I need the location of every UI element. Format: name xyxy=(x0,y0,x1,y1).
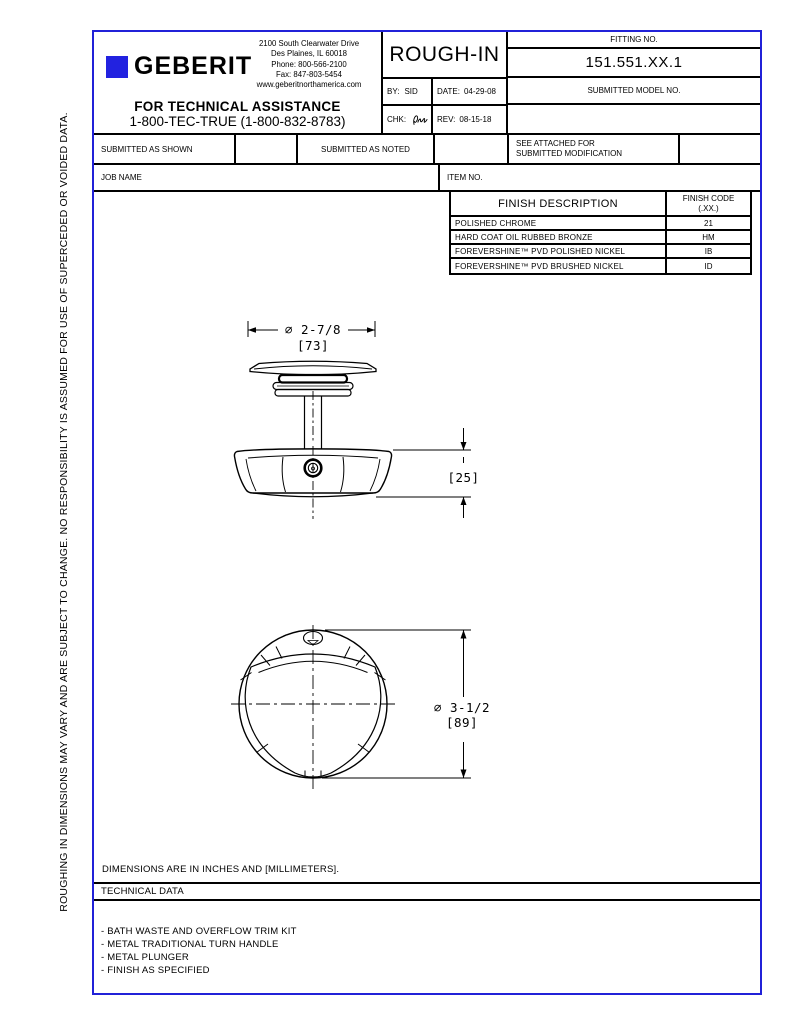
finish-desc: FOREVERSHINE™ PVD POLISHED NICKEL xyxy=(451,245,667,257)
finish-code-header-line1: FINISH CODE xyxy=(682,194,735,204)
finish-desc: FOREVERSHINE™ PVD BRUSHED NICKEL xyxy=(451,259,667,273)
fitting-cell xyxy=(508,32,760,133)
chk-cell xyxy=(383,106,433,133)
submitted-as-noted-checkbox xyxy=(435,135,509,163)
finish-desc: POLISHED CHROME xyxy=(451,217,667,229)
technical-assistance xyxy=(94,99,381,129)
drawing-sheet-frame xyxy=(92,30,762,995)
assistance-phone: 1-800-TEC-TRUE (1-800-832-8783) xyxy=(129,114,346,129)
chk-label: CHK: xyxy=(387,115,407,124)
table-row xyxy=(451,231,750,245)
units-note: DIMENSIONS ARE IN INCHES AND [MILLIMETERS]. xyxy=(102,864,340,875)
geberit-logo xyxy=(106,54,252,79)
margin-disclaimer: ROUGHING IN DIMENSIONS MAY VARY AND ARE SUBJECT TO CHANGE. NO RESPONSIBILITY IS ASSUMED FOR USE OF SUPERCEDED OR VOIDED DATA. xyxy=(58,112,70,912)
company-address xyxy=(239,39,379,90)
rev-label: REV: xyxy=(437,115,456,124)
see-attached-checkbox xyxy=(680,135,760,163)
by-value: SID xyxy=(404,87,418,96)
see-attached-line2: SUBMITTED MODIFICATION xyxy=(516,149,623,158)
finish-table-header xyxy=(451,192,750,217)
address-line: Des Plaines, IL 60018 xyxy=(271,49,347,59)
date-cell xyxy=(433,79,506,104)
submitted-as-shown-checkbox xyxy=(236,135,298,163)
table-row xyxy=(451,217,750,231)
submitted-as-noted-label: SUBMITTED AS NOTED xyxy=(298,135,435,163)
cap-diameter-inches: ∅ 2-7/8 xyxy=(284,322,342,337)
by-cell xyxy=(383,79,433,104)
technical-data-list xyxy=(94,901,760,993)
finish-code: HM xyxy=(702,232,715,242)
address-line: Phone: 800-566-2100 xyxy=(271,59,347,69)
address-line: Fax: 847-803-5454 xyxy=(276,69,342,79)
finish-desc: HARD COAT OIL RUBBED BRONZE xyxy=(451,231,667,243)
technical-data-item: - METAL PLUNGER xyxy=(101,952,189,963)
handle-height-mm: [25] xyxy=(447,470,480,485)
logo-square-icon xyxy=(106,56,128,78)
technical-data-label: TECHNICAL DATA xyxy=(94,882,760,901)
assistance-title: FOR TECHNICAL ASSISTANCE xyxy=(134,99,341,114)
finish-table xyxy=(449,192,752,275)
rev-cell xyxy=(433,106,506,133)
job-name-label: JOB NAME xyxy=(94,165,440,190)
date-value: 04-29-08 xyxy=(463,87,496,96)
submitted-model-label: SUBMITTED MODEL NO. xyxy=(508,78,760,105)
technical-data-item: - FINISH AS SPECIFIED xyxy=(101,965,210,976)
side-view-drawing xyxy=(234,321,471,519)
by-label: BY: xyxy=(387,87,400,96)
cap-diameter-mm: [73] xyxy=(296,338,330,353)
finish-code: 21 xyxy=(704,218,713,228)
finish-code: ID xyxy=(704,261,713,271)
fitting-no-label: FITTING NO. xyxy=(508,32,760,49)
by-date-row xyxy=(383,79,506,106)
address-line: www.geberitnorthamerica.com xyxy=(256,80,362,90)
technical-data-item: - BATH WASTE AND OVERFLOW TRIM KIT xyxy=(101,926,297,937)
finish-code-header-line2: (.XX.) xyxy=(698,203,719,213)
doc-info-cell xyxy=(383,32,508,133)
finish-description-header: FINISH DESCRIPTION xyxy=(451,192,667,215)
table-row xyxy=(451,259,750,273)
finish-code: IB xyxy=(704,246,713,256)
item-no-label: ITEM NO. xyxy=(447,173,483,182)
address-line: 2100 South Clearwater Drive xyxy=(258,39,360,48)
doc-type-title: ROUGH-IN xyxy=(383,32,506,79)
job-item-row xyxy=(94,165,760,192)
technical-drawing xyxy=(94,192,760,864)
fitting-no-value: 151.551.XX.1 xyxy=(508,49,760,78)
date-label: DATE: xyxy=(437,87,460,96)
title-block xyxy=(94,32,760,135)
brand-wordmark: GEBERIT xyxy=(134,52,253,80)
submitted-as-shown-label: SUBMITTED AS SHOWN xyxy=(94,135,236,163)
checker-signature xyxy=(411,111,431,128)
chk-rev-row xyxy=(383,106,506,133)
handle-diameter-mm: [89] xyxy=(445,715,479,730)
handle-diameter-inches: ∅ 3-1/2 xyxy=(433,700,491,715)
submitted-model-value-empty xyxy=(508,105,760,133)
table-row xyxy=(451,245,750,259)
technical-data-item: - METAL TRADITIONAL TURN HANDLE xyxy=(101,939,279,950)
brand-cell xyxy=(94,32,383,133)
rev-value: 08-15-18 xyxy=(459,115,492,124)
see-attached-line1: SEE ATTACHED FOR xyxy=(516,138,595,148)
submission-row xyxy=(94,135,760,165)
finish-code-header xyxy=(667,192,750,215)
see-attached-label xyxy=(509,135,680,163)
